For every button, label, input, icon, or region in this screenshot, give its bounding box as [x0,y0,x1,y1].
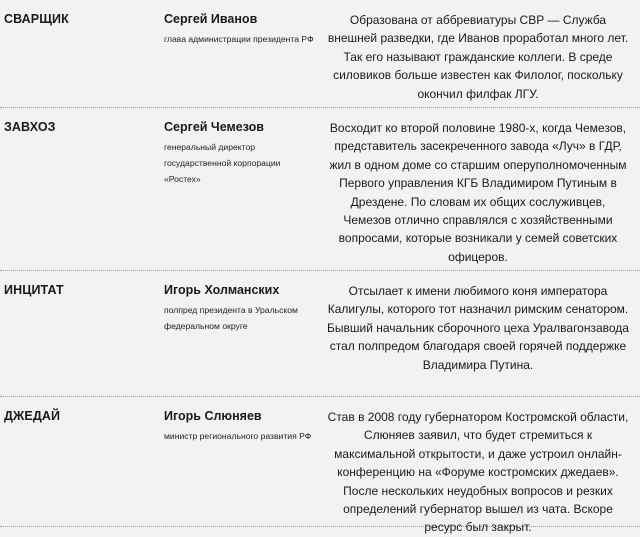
person-cell [164,108,326,270]
nickname: ДЖЕДАЙ [4,409,61,423]
nickname-description: Образована от аббревиатуры СВР — Служба внешней разведки, где Иванов проработал много лет. Так его называют гражданские коллеги. В среде силовиков больше известен как Филолог, поскольку окончил филфак ЛГУ. [327,13,629,101]
person-name: Игорь Холманских [164,283,280,297]
person-name: Сергей Чемезов [164,120,264,134]
nickname-description: Восходит ко второй половине 1980-х, когда Чемезов, представитель засекреченного завода «Луч» в ГДР, жил в одном доме со старшим оперуполномоченным Первого управления КГБ Владимиром Путиным в Дрездене. По словам их общих сослуживцев, Чемезов отлично справлялся с хозяйственными вопросами, которые возникали у семей советских офицеров. [329,121,627,264]
person-title: глава администрации президента РФ [164,34,314,44]
person-title: генеральный директор государственной корпорации «Ростех» [164,142,281,184]
table-row [0,271,640,397]
nickname-description: Став в 2008 году губернатором Костромской области, Слюняев заявил, что будет стремиться к максимальной открытости, и даже устроил онлайн-конференцию на «Форуме костромских джедаев». После нескольких неудобных вопросов и резких определений губернатор вышел из чата. Вскоре ресурс был закрыт. [327,410,629,535]
person-name: Игорь Слюняев [164,409,262,423]
nickname: СВАРЩИК [4,12,69,26]
person-title: полпред президента в Уральском федеральном округе [164,305,298,331]
nickname: ЗАВХОЗ [4,120,56,134]
table-row [0,397,640,535]
table-row [0,108,640,271]
person-name: Сергей Иванов [164,12,258,26]
person-title: министр регионального развития РФ [164,431,312,441]
nickname-description: Отсылает к имени любимого коня императора Калигулы, которого тот назначил римским сенатором. Бывший начальник сборочного цеха Уралвагонзавода стал полпредом благодаря своей горячей поддержке Владимира Путина. [327,284,629,372]
person-cell [164,397,326,537]
person-cell [164,271,326,396]
nickname: ИНЦИТАТ [4,283,64,297]
person-cell [164,0,326,107]
table-row [0,0,640,108]
